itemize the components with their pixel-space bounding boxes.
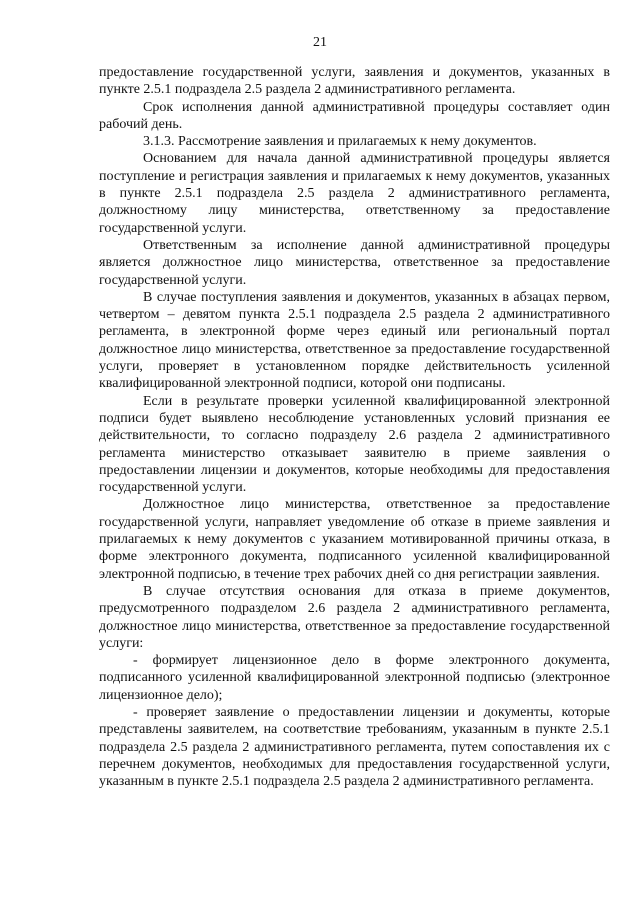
paragraph-deadline: Срок исполнения данной административной процедуры составляет один рабочий день. xyxy=(99,99,610,132)
list-item-check-application: - проверяет заявление о предоставлении лицензии и документы, которые представлены заявителем, на соответствие требованиям, указанным в пункте 2.5.1 подраздела 2.5 раздела 2 административного регламента, путем сопоставления их с перечнем документов, необходимых для предоставления государственной услуги, указанным в пункте 2.5.1 подраздела 2.5 раздела 2 административного регламента. xyxy=(99,704,610,790)
paragraph-signature-check: Если в результате проверки усиленной квалифицированной электронной подписи будет выявлено несоблюдение установленных условий признания ее действительности, то согласно подразделу 2.6 раздела 2 административного регламента министерство отказывает заявителю в приеме заявления о предоставлении лицензии и документов, которые необходимы для предоставления государственной услуги. xyxy=(99,393,610,496)
section-heading-3-1-3: 3.1.3. Рассмотрение заявления и прилагаемых к нему документов. xyxy=(143,134,537,150)
paragraph-responsible: Ответственным за исполнение данной административной процедуры является должностное лицо министерства, ответственное за предоставление государственной услуги. xyxy=(99,237,610,288)
paragraph-refusal-notice: Должностное лицо министерства, ответственное за предоставление государственной услуги, направляет уведомление об отказе в приеме заявления и прилагаемых к нему документов с указанием мотивированной причины отказа, в форме электронного документа, подписанного усиленной квалифицированной электронной подписью, в течение трех рабочих дней со дня регистрации заявления. xyxy=(99,497,610,582)
paragraph-basis: Основанием для начала данной административной процедуры является поступление и регистрация заявления и прилагаемых к нему документов, указанных в пункте 2.5.1 подраздела 2.5 раздела 2 административного регламента, должностному лицу министерства, ответственному за предоставление государственной услуги. xyxy=(99,151,610,236)
paragraph-continuation: предоставление государственной услуги, заявления и документов, указанных в пункте 2.5.1 подраздела 2.5 раздела 2 административного регламента. xyxy=(99,65,610,98)
paragraph-electronic-submission: В случае поступления заявления и документов, указанных в абзацах первом, четвертом – девятом пункта 2.5.1 подраздела 2.5 раздела 2 административного регламента, в электронной форме через единый или региональный портал должностное лицо министерства, ответственное за предоставление государственной услуги, проверяет в установленном порядке действительность усиленной квалифицированной электронной подписи, которой они подписаны. xyxy=(99,289,610,392)
list-item-form-dossier: - формирует лицензионное дело в форме электронного документа, подписанного усиленной квалифицированной электронной подписью (электронное лицензионное дело); xyxy=(99,653,610,703)
document-body xyxy=(99,64,610,790)
paragraph-no-refusal: В случае отсутствия основания для отказа в приеме документов, предусмотренного подразделом 2.6 раздела 2 административного регламента, должностное лицо министерства, ответственное за предоставление государственной услуги: xyxy=(99,583,610,651)
page-number: 21 xyxy=(313,35,327,50)
